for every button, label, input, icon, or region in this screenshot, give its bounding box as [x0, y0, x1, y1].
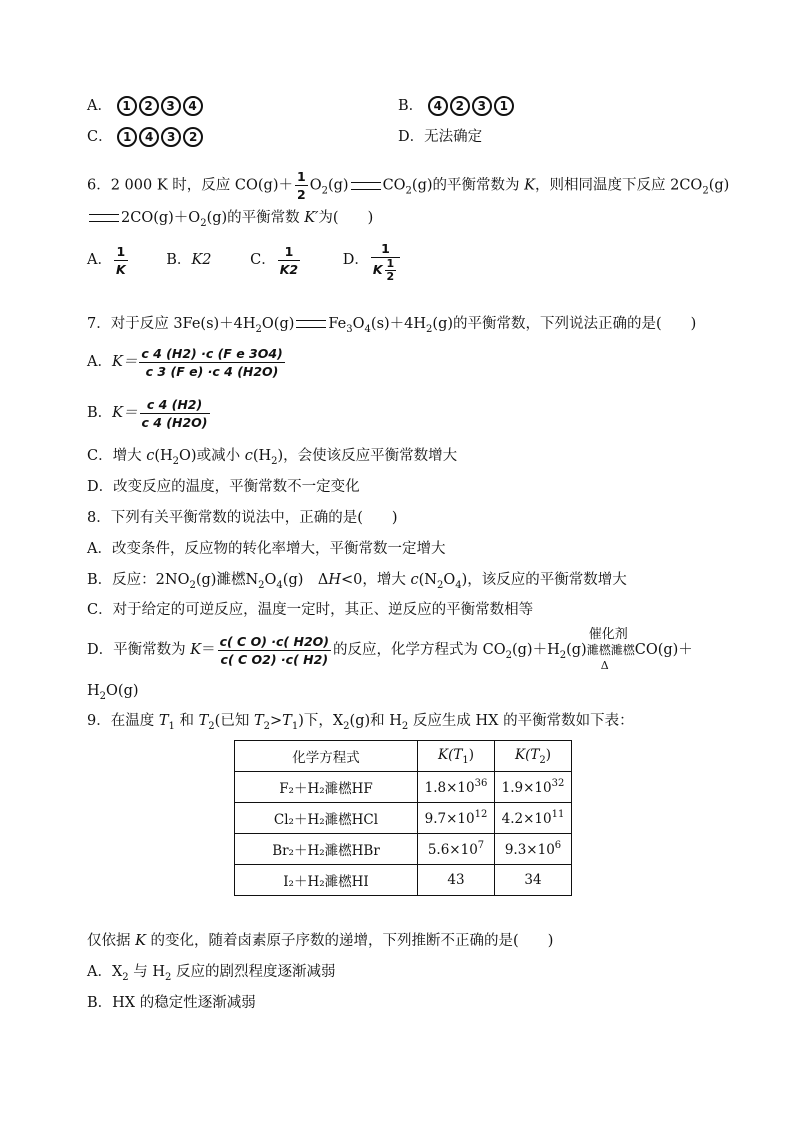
subscript: 2: [405, 185, 412, 197]
text: <0，增大: [341, 572, 411, 588]
table-cell: [418, 772, 495, 803]
catalyst-arrow: [586, 627, 635, 672]
subscript: 2: [255, 324, 262, 335]
subscript: 4: [364, 324, 371, 335]
q7-option-b: [87, 393, 212, 433]
text: K＝: [111, 354, 138, 370]
text: (g): [327, 177, 349, 194]
italic-k-prime: K′: [304, 210, 319, 226]
denominator: 2: [296, 187, 306, 202]
subscript: 3: [346, 324, 353, 335]
denominator: c 3 (F e) ·c 4 (H2O): [145, 363, 279, 379]
subscript: 2: [172, 456, 180, 467]
denominator: K: [115, 261, 126, 277]
text: A．X: [87, 964, 123, 980]
text: K＝: [112, 405, 138, 421]
numerator: c 4 (H2): [140, 396, 210, 414]
superscript: 7: [477, 840, 485, 851]
denominator: 2: [386, 270, 395, 283]
text: ): [468, 746, 475, 763]
text: 反应生成 HX 的平衡常数如下表：: [408, 713, 634, 729]
text: O)或减小: [179, 448, 245, 464]
text: )，会使该反应平衡常数增大: [277, 448, 458, 464]
table-cell: Br₂＋H₂濉橪HBr: [235, 834, 418, 865]
text: H: [328, 572, 342, 588]
circled-number: 3: [161, 127, 181, 147]
table-cell: F₂＋H₂濉橪HF: [235, 772, 418, 803]
text: O(g): [261, 316, 295, 332]
numerator: c( C O) ·c( H2O): [219, 633, 329, 649]
text: N: [245, 572, 259, 588]
italic-k: K: [190, 642, 202, 658]
text: (N: [418, 572, 437, 588]
text: ＝: [201, 642, 216, 658]
superscript: 11: [551, 809, 565, 820]
q7-option-d: D．改变反应的温度，平衡常数不一定变化: [87, 479, 360, 495]
text: )下，X: [298, 713, 344, 729]
table-row: [235, 772, 572, 803]
italic-k: K: [135, 933, 146, 949]
italic-k: K: [372, 262, 383, 277]
circled-number: 4: [183, 96, 203, 116]
catalyst-label: 催化剂: [588, 627, 628, 642]
text: >: [269, 713, 283, 729]
text: 与 H: [128, 964, 166, 980]
text: 的反应，化学方程式为 CO: [333, 642, 506, 658]
text: c: [410, 572, 419, 588]
text: (已知: [214, 713, 254, 729]
equilibrium-arrow-icon: [351, 182, 381, 190]
fraction: [140, 396, 210, 431]
text: Fe: [328, 316, 347, 332]
italic-k: K: [524, 177, 535, 194]
text: O: [352, 316, 365, 332]
circled-number: 2: [183, 127, 203, 147]
table-cell: 43: [418, 865, 495, 896]
garbled-arrow-text: 濉橪濉橪: [586, 643, 635, 657]
text: 和: [174, 713, 199, 729]
text: )，该反应的平衡常数增大: [461, 572, 627, 588]
superscript: 12: [474, 809, 488, 820]
subscript: 2: [505, 650, 512, 661]
circled-number: 2: [450, 96, 470, 116]
text: 仅依据: [87, 933, 136, 949]
option-label: A．: [87, 354, 112, 370]
fraction: [371, 240, 400, 283]
superscript: 32: [551, 778, 565, 789]
numerator: 1: [371, 240, 400, 258]
superscript: 36: [474, 778, 488, 789]
fraction: [218, 633, 331, 668]
text: H: [87, 683, 100, 699]
fraction: [278, 243, 300, 278]
text: 5.6×10: [427, 842, 478, 858]
q5-option-a: [87, 96, 205, 116]
text: c: [146, 448, 155, 464]
text: 6．2 000 K 时，反应 CO(g)＋: [87, 177, 293, 194]
table-header-cell: [418, 741, 495, 772]
option-label: A．: [87, 98, 112, 114]
text: 7．对于反应 3Fe(s)＋4H: [87, 316, 256, 332]
equilibrium-arrow-icon: [296, 320, 326, 328]
text: c: [244, 448, 253, 464]
table-row: [235, 803, 572, 834]
text: D．平衡常数为: [87, 642, 191, 658]
q9-option-a: [87, 962, 336, 988]
text: T: [253, 713, 264, 729]
text: (s)＋4H: [370, 316, 427, 332]
subscript: 4: [455, 580, 462, 591]
option-label: D．: [342, 252, 369, 268]
text: 反应的剧烈程度逐渐减弱: [171, 964, 336, 980]
q7-option-c: [87, 446, 457, 472]
option-label: A．: [87, 252, 112, 268]
q6-stem-line2: [87, 208, 373, 234]
q5-option-b: [398, 96, 516, 116]
text: T: [198, 713, 209, 729]
text: (H: [252, 448, 272, 464]
table-cell: [495, 772, 572, 803]
circled-number: 4: [139, 127, 159, 147]
text: O: [309, 177, 322, 194]
numerator: 1: [296, 169, 306, 184]
table-row: [235, 865, 572, 896]
text: T: [282, 713, 292, 729]
text: 9.7×10: [424, 811, 475, 827]
text: O(g): [106, 683, 139, 699]
table-cell: Cl₂＋H₂濉橪HCl: [235, 803, 418, 834]
text: K: [514, 746, 526, 763]
table-header-cell: [495, 741, 572, 772]
text: K: [437, 746, 449, 763]
text: T: [158, 713, 169, 729]
circled-number: 1: [117, 96, 137, 116]
subscript: 2: [165, 972, 172, 983]
text: (g)和 H: [349, 713, 402, 729]
circled-number: 3: [472, 96, 492, 116]
denominator: c 4 (H2O): [141, 414, 208, 430]
equilibrium-arrow-icon: [89, 214, 119, 222]
option-label: B．: [166, 252, 192, 268]
option-label: B．: [87, 405, 113, 421]
subscript: 2: [208, 721, 215, 732]
table-cell: [495, 834, 572, 865]
text: (g) Δ: [282, 572, 329, 588]
option-text: 无法确定: [424, 129, 483, 145]
denominator: [371, 258, 400, 283]
q9-option-b: B．HX 的稳定性逐渐减弱: [87, 995, 256, 1011]
text: C．增大: [87, 448, 147, 464]
q8-option-a: A．改变条件，反应物的转化率增大，平衡常数一定增大: [87, 541, 446, 557]
text: CO(g)＋: [634, 642, 693, 658]
circled-number: 1: [494, 96, 514, 116]
text: 为( ): [318, 210, 374, 226]
text: (g)＋H: [511, 642, 560, 658]
table-cell: 34: [495, 865, 572, 896]
q7-stem: [87, 314, 696, 340]
text: (g): [195, 572, 217, 588]
subscript: 2: [189, 580, 196, 591]
q8-option-d: [87, 627, 693, 672]
text: 1.8×10: [424, 780, 475, 796]
numerator: 1: [386, 257, 395, 270]
text: B．反应：2NO: [87, 572, 190, 588]
subscript: 4: [276, 580, 283, 591]
text: 2CO(g)＋O: [121, 210, 201, 226]
denominator: K2: [279, 261, 299, 277]
subscript: 2: [426, 324, 433, 335]
text: (g): [566, 642, 587, 658]
subscript: 2: [99, 691, 107, 702]
text: (g)的平衡常数: [206, 210, 305, 226]
equilibrium-constant-table: [234, 740, 572, 896]
fraction: [139, 345, 284, 380]
subscript: 2: [539, 754, 546, 766]
q8-option-b: [87, 570, 627, 596]
subscript: 2: [200, 218, 207, 229]
q8-option-d-line2: [87, 681, 139, 707]
table-row: [235, 834, 572, 865]
option-label: D．: [398, 129, 425, 145]
text: (T: [525, 746, 540, 763]
text: (g): [708, 177, 730, 194]
denominator: c( C O2) ·c( H2): [220, 651, 329, 667]
circled-number: 3: [161, 96, 181, 116]
text: 的变化，随着卤素原子序数的递增，下列推断不正确的是( ): [145, 933, 554, 949]
q5-option-d: [398, 127, 482, 147]
table-cell: [418, 803, 495, 834]
q9-question: [87, 931, 553, 951]
subscript: 2: [122, 972, 129, 983]
text: O: [443, 572, 456, 588]
text: (g)的平衡常数，下列说法正确的是( ): [432, 316, 697, 332]
numerator: c 4 (H2) ·c (F e 3O4): [141, 345, 283, 361]
subscript: 2: [401, 721, 409, 732]
q5-option-c: [87, 127, 205, 147]
q8-stem: 8．下列有关平衡常数的说法中，正确的是( ): [87, 510, 398, 526]
fraction: [295, 168, 308, 203]
text: 9．在温度: [87, 713, 159, 729]
option-label: B．: [398, 98, 424, 114]
numerator: 1: [114, 243, 128, 261]
option-text: K2: [191, 252, 212, 268]
garbled-arrow-text: 濉橪: [216, 572, 246, 588]
option-label: C．: [87, 129, 113, 145]
numerator: 1: [278, 243, 300, 261]
text: CO: [382, 177, 406, 194]
text: ，则相同温度下反应 2CO: [534, 177, 703, 194]
q6-stem-line1: [87, 168, 729, 203]
table-cell: I₂＋H₂濉橪HI: [235, 865, 418, 896]
text: ): [545, 746, 552, 763]
text: (H: [154, 448, 173, 464]
circled-number: 1: [117, 127, 137, 147]
subscript: 2: [271, 456, 278, 467]
q8-option-c: C．对于给定的可逆反应，温度一定时，其正、逆反应的平衡常数相等: [87, 602, 534, 618]
q6-options: [87, 240, 402, 296]
circled-number: 4: [428, 96, 448, 116]
text: 4.2×10: [501, 811, 552, 827]
text: 9.3×10: [504, 842, 555, 858]
option-label: C．: [250, 252, 276, 268]
subscript: 2: [702, 185, 709, 197]
fraction: [114, 243, 128, 278]
table-cell: [418, 834, 495, 865]
text: O: [264, 572, 277, 588]
fraction: [385, 258, 397, 283]
subscript: 2: [559, 650, 567, 661]
q9-stem: 9．在温度 $T_1$ 和 $T_2$(已知 $T_2>T_1$)下，$X_2(g)$和 $H_2$ 反应生成 HX 的平衡常数如下表：: [87, 713, 634, 732]
text: 1.9×10: [501, 780, 552, 796]
superscript: 6: [554, 840, 562, 851]
subscript: 2: [263, 721, 270, 732]
subscript: 2: [436, 580, 444, 591]
text: (T: [448, 746, 463, 763]
table-header-cell: 化学方程式: [235, 741, 418, 772]
subscript: 2: [321, 185, 328, 197]
subscript: 2: [343, 721, 350, 732]
heat-symbol: Δ: [600, 659, 609, 672]
text: (g)的平衡常数为: [411, 177, 525, 194]
q7-option-a: [87, 342, 287, 382]
subscript: 1: [462, 754, 469, 766]
subscript: 2: [258, 580, 265, 591]
circled-number: 2: [139, 96, 159, 116]
table-cell: [495, 803, 572, 834]
table-header-row: [235, 741, 572, 772]
